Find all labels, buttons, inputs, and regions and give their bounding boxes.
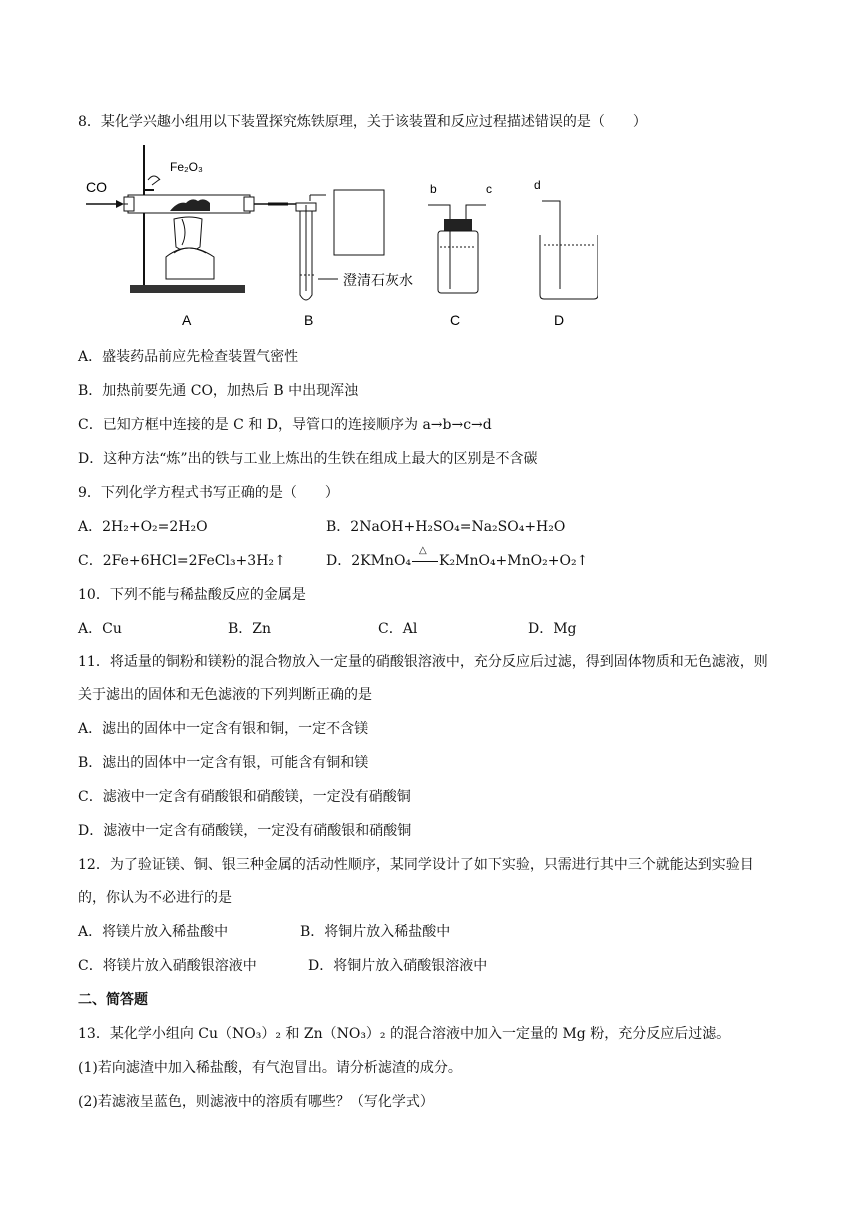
limewater-label: 澄清石灰水 [343, 272, 413, 288]
question-13-stem: 13．某化学小组向 Cu（NO₃）₂ 和 Zn（NO₃）₂ 的混合溶液中加入一定量的 Mg 粉，充分反应后过滤。 [78, 1026, 731, 1042]
q8-option-c: C．已知方框中连接的是 C 和 D，导管口的连接顺序为 a→b→c→d [78, 417, 492, 433]
question-12-stem: 12．为了验证镁、铜、银三种金属的活动性顺序，某同学设计了如下实验，只需进行其中三个就能达到实验目的，你认为不必进行的是 [78, 857, 754, 906]
heat-symbol: △ [419, 545, 427, 556]
question-9-stem: 9．下列化学方程式书写正确的是（ ） [78, 485, 339, 501]
label-D: D [554, 312, 565, 328]
q11-option-d: D．滤液中一定含有硝酸镁，一定没有硝酸银和硝酸铜 [78, 823, 412, 839]
q9-option-d [326, 545, 589, 571]
label-C: C [450, 312, 461, 328]
q10-option-c: C．Al [378, 621, 418, 637]
q12-option-b: B．将铜片放入稀盐酸中 [300, 924, 451, 940]
q11-option-b: B．滤出的固体中一定含有银，可能含有铜和镁 [78, 755, 369, 771]
fe2o3-label: Fe₂O₃ [170, 160, 203, 174]
q9-option-c: C．2Fe+6HCl=2FeCl₃+3H₂↑ [78, 553, 286, 569]
port-d: d [534, 178, 541, 192]
q10-option-b: B．Zn [228, 621, 272, 637]
q9-option-d-left: D．2KMnO₄ [326, 553, 412, 569]
q12-option-a: A．将镁片放入稀盐酸中 [78, 924, 229, 940]
q11-option-a: A．滤出的固体中一定含有银和铜，一定不含镁 [78, 721, 369, 737]
co-label: CO [86, 179, 107, 195]
section-title: 二、简答题 [78, 992, 148, 1008]
q8-option-d: D．这种方法“炼”出的铁与工业上炼出的生铁在组成上最大的区别是不含碳 [78, 451, 538, 467]
q9-option-b: B．2NaOH+H₂SO₄=Na₂SO₄+H₂O [326, 519, 566, 535]
question-11-stem: 11．将适量的铜粉和镁粉的混合物放入一定量的硝酸银溶液中，充分反应后过滤，得到固体物质和无色滤液，则关于滤出的固体和无色滤液的下列判断正确的是 [78, 654, 768, 703]
question-10-stem: 10．下列不能与稀盐酸反应的金属是 [78, 587, 306, 603]
label-B: B [304, 312, 314, 328]
q9-option-d-right: K₂MnO₄+MnO₂+O₂↑ [439, 553, 589, 569]
q8-option-b: B．加热前要先通 CO，加热后 B 中出现浑浊 [78, 383, 359, 399]
q12-option-d: D．将铜片放入硝酸银溶液中 [308, 958, 488, 974]
label-A: A [182, 312, 192, 328]
q11-option-c: C．滤液中一定含有硝酸银和硝酸镁，一定没有硝酸铜 [78, 789, 411, 805]
port-b: b [430, 182, 437, 196]
q10-option-d: D．Mg [528, 621, 577, 637]
q9-option-a: A．2H₂+O₂=2H₂O [78, 519, 208, 535]
port-c: c [486, 182, 492, 196]
question-8-stem: 8．某化学兴趣小组用以下装置探究炼铁原理，关于该装置和反应过程描述错误的是（ ） [78, 114, 647, 130]
q8-option-a: A．盛装药品前应先检查装置气密性 [78, 349, 299, 365]
q10-option-a: A．Cu [78, 621, 122, 637]
q12-option-c: C．将镁片放入硝酸银溶液中 [78, 958, 257, 974]
apparatus-figure [78, 145, 598, 335]
q13-sub-1: (1)若向滤渣中加入稀盐酸，有气泡冒出。请分析滤渣的成分。 [78, 1060, 462, 1076]
q13-sub-2: (2)若滤液呈蓝色，则滤液中的溶质有哪些？（写化学式） [78, 1094, 434, 1110]
